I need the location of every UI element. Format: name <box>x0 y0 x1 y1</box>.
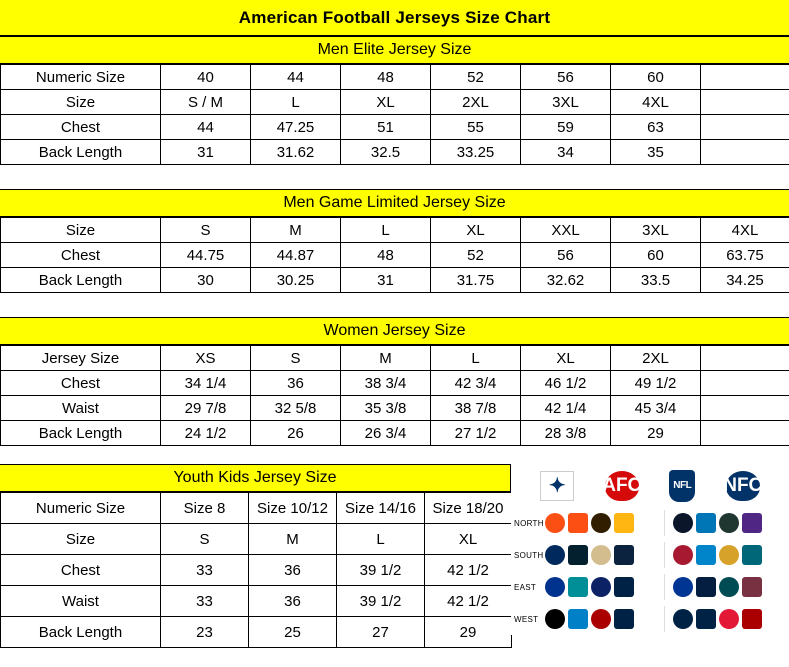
spacer <box>0 293 789 317</box>
cell: Size 10/12 <box>249 493 337 524</box>
section-title: Women Jersey Size <box>323 322 466 339</box>
row-label: Waist <box>1 586 161 617</box>
table-row <box>1 396 789 421</box>
conference-logos-row <box>511 464 789 507</box>
team-logo-icon <box>673 545 693 565</box>
cell: 31.75 <box>431 268 521 293</box>
team-logo-icon <box>568 545 588 565</box>
table-row <box>1 524 512 555</box>
cell: 42 1/4 <box>521 396 611 421</box>
table-row <box>1 115 789 140</box>
row-label: Back Length <box>1 268 161 293</box>
cell: 44.87 <box>251 243 341 268</box>
team-logo-icon <box>614 609 634 629</box>
table-row <box>1 65 789 90</box>
page-title: American Football Jerseys Size Chart <box>238 7 551 27</box>
team-logo-icon <box>696 545 716 565</box>
table-men-elite <box>0 64 789 165</box>
cell: 39 1/2 <box>337 586 425 617</box>
cell: 47.25 <box>251 115 341 140</box>
cell: 55 <box>431 115 521 140</box>
nfc-south-teams <box>673 545 789 565</box>
cell: 30 <box>161 268 251 293</box>
team-logo-icon <box>614 513 634 533</box>
division-label: NORTH <box>514 518 544 528</box>
cell: 33.5 <box>611 268 701 293</box>
table-row <box>1 586 512 617</box>
spacer <box>0 165 789 189</box>
nfc-north-teams <box>673 513 789 533</box>
table-row <box>1 371 789 396</box>
cell: Size 14/16 <box>337 493 425 524</box>
cell: 63.75 <box>701 243 789 268</box>
cell: 4XL <box>701 218 789 243</box>
team-logo-icon <box>742 609 762 629</box>
cell: Size 8 <box>161 493 249 524</box>
team-logo-icon <box>742 545 762 565</box>
cell: S <box>251 346 341 371</box>
cell: 28 3/8 <box>521 421 611 446</box>
team-logo-icon <box>591 577 611 597</box>
team-logo-icon <box>673 609 693 629</box>
cell: 32.62 <box>521 268 611 293</box>
cell: 26 <box>251 421 341 446</box>
cell: M <box>341 346 431 371</box>
team-logo-icon <box>719 609 739 629</box>
cell: 29 <box>425 617 512 648</box>
cell: 42 1/2 <box>425 555 512 586</box>
cell: 2XL <box>611 346 701 371</box>
cell: S / M <box>161 90 251 115</box>
section-header-men-elite <box>0 36 789 64</box>
youth-section <box>0 464 789 648</box>
cell: 49 1/2 <box>611 371 701 396</box>
afc-north-teams <box>545 513 662 533</box>
cell: 36 <box>249 555 337 586</box>
cell: 48 <box>341 243 431 268</box>
cell: 36 <box>251 371 341 396</box>
row-label: Numeric Size <box>1 493 161 524</box>
cell-empty <box>701 115 789 140</box>
team-logo-icon <box>719 513 739 533</box>
cell: 56 <box>521 65 611 90</box>
nfc-logo-icon: NFC <box>726 471 760 501</box>
cell: 29 <box>611 421 701 446</box>
cell: 44 <box>251 65 341 90</box>
division-label: SOUTH <box>514 550 544 560</box>
row-label: Jersey Size <box>1 346 161 371</box>
team-logo-icon <box>742 513 762 533</box>
cell: 27 <box>337 617 425 648</box>
afc-logo-icon: AFC <box>605 471 639 501</box>
cell: 44 <box>161 115 251 140</box>
cell: 4XL <box>611 90 701 115</box>
cell: S <box>161 524 249 555</box>
row-label: Size <box>1 90 161 115</box>
team-logo-icon <box>545 545 565 565</box>
table-row <box>1 218 789 243</box>
cell: 40 <box>161 65 251 90</box>
cell: XL <box>431 218 521 243</box>
division-row-south <box>511 539 789 571</box>
cell: S <box>161 218 251 243</box>
team-logo-icon <box>719 545 739 565</box>
section-header-men-game-limited <box>0 189 789 217</box>
cell: 34 <box>521 140 611 165</box>
division-grid <box>511 507 789 635</box>
cell: 26 3/4 <box>341 421 431 446</box>
team-logo-icon <box>614 577 634 597</box>
cell: 25 <box>249 617 337 648</box>
spacer <box>0 446 789 464</box>
cell: 33 <box>161 586 249 617</box>
divider <box>664 606 665 632</box>
afc-west-teams <box>545 609 662 629</box>
cell: XXL <box>521 218 611 243</box>
row-label: Chest <box>1 555 161 586</box>
cell: XS <box>161 346 251 371</box>
divider <box>664 574 665 600</box>
cell: 32 5/8 <box>251 396 341 421</box>
team-logo-icon <box>719 577 739 597</box>
cell: 3XL <box>521 90 611 115</box>
team-logo-icon <box>591 545 611 565</box>
row-label: Back Length <box>1 617 161 648</box>
team-logo-icon <box>673 577 693 597</box>
table-row <box>1 346 789 371</box>
row-label: Waist <box>1 396 161 421</box>
division-label: EAST <box>514 582 537 592</box>
cell: 29 7/8 <box>161 396 251 421</box>
cell: 60 <box>611 65 701 90</box>
division-row-east <box>511 571 789 603</box>
cell: 51 <box>341 115 431 140</box>
cell-empty <box>701 371 789 396</box>
star-logo-icon: ✦ <box>540 471 574 501</box>
table-men-game-limited <box>0 217 789 293</box>
afc-east-teams <box>545 577 662 597</box>
table-row <box>1 140 789 165</box>
afc-south-teams <box>545 545 662 565</box>
team-logo-icon <box>696 609 716 629</box>
table-row <box>1 243 789 268</box>
division-row-west <box>511 603 789 635</box>
cell: XL <box>341 90 431 115</box>
cell: 33 <box>161 555 249 586</box>
cell: XL <box>425 524 512 555</box>
nfc-west-teams <box>673 609 789 629</box>
team-logo-icon <box>568 513 588 533</box>
table-youth <box>0 492 512 648</box>
row-label: Back Length <box>1 421 161 446</box>
cell: L <box>341 218 431 243</box>
table-row <box>1 421 789 446</box>
cell: 34.25 <box>701 268 789 293</box>
cell: 52 <box>431 65 521 90</box>
nfc-east-teams <box>673 577 789 597</box>
cell: L <box>251 90 341 115</box>
team-logo-icon <box>742 577 762 597</box>
cell-empty <box>701 140 789 165</box>
team-logo-icon <box>545 577 565 597</box>
team-logo-icon <box>568 609 588 629</box>
cell: 38 7/8 <box>431 396 521 421</box>
cell: 2XL <box>431 90 521 115</box>
cell: L <box>337 524 425 555</box>
cell: 30.25 <box>251 268 341 293</box>
table-row <box>1 617 512 648</box>
cell: 34 1/4 <box>161 371 251 396</box>
cell: 52 <box>431 243 521 268</box>
team-logo-icon <box>673 513 693 533</box>
team-logo-icon <box>696 513 716 533</box>
row-label: Size <box>1 218 161 243</box>
team-logo-icon <box>591 513 611 533</box>
chart-title-bar <box>0 0 789 36</box>
section-title: Youth Kids Jersey Size <box>173 469 337 486</box>
section-header-women <box>0 317 789 345</box>
team-logo-icon <box>614 545 634 565</box>
cell: 39 1/2 <box>337 555 425 586</box>
row-label: Size <box>1 524 161 555</box>
team-logo-icon <box>545 513 565 533</box>
cell: 45 3/4 <box>611 396 701 421</box>
nfl-logo-panel <box>511 464 789 635</box>
cell: 56 <box>521 243 611 268</box>
cell: 42 1/2 <box>425 586 512 617</box>
cell: 42 3/4 <box>431 371 521 396</box>
cell: 46 1/2 <box>521 371 611 396</box>
cell: 3XL <box>611 218 701 243</box>
team-logo-icon <box>696 577 716 597</box>
division-row-north <box>511 507 789 539</box>
section-title: Men Game Limited Jersey Size <box>283 194 506 211</box>
cell: 36 <box>249 586 337 617</box>
cell: M <box>251 218 341 243</box>
cell: 31 <box>341 268 431 293</box>
table-row <box>1 90 789 115</box>
divider <box>664 542 665 568</box>
cell: 38 3/4 <box>341 371 431 396</box>
cell: 33.25 <box>431 140 521 165</box>
cell: L <box>431 346 521 371</box>
cell: 27 1/2 <box>431 421 521 446</box>
cell: 31.62 <box>251 140 341 165</box>
division-label: WEST <box>514 614 539 624</box>
cell: 44.75 <box>161 243 251 268</box>
team-logo-icon <box>591 609 611 629</box>
cell-empty <box>701 421 789 446</box>
cell-empty <box>701 346 789 371</box>
table-row <box>1 493 512 524</box>
cell-empty <box>701 396 789 421</box>
cell-empty <box>701 90 789 115</box>
row-label: Numeric Size <box>1 65 161 90</box>
team-logo-icon <box>568 577 588 597</box>
cell: 24 1/2 <box>161 421 251 446</box>
cell: XL <box>521 346 611 371</box>
row-label: Back Length <box>1 140 161 165</box>
divider <box>664 510 665 536</box>
team-logo-icon <box>545 609 565 629</box>
cell: Size 18/20 <box>425 493 512 524</box>
nfl-logo-icon: NFL <box>669 470 695 502</box>
cell: 63 <box>611 115 701 140</box>
row-label: Chest <box>1 115 161 140</box>
cell: 48 <box>341 65 431 90</box>
table-row <box>1 555 512 586</box>
row-label: Chest <box>1 243 161 268</box>
cell: 23 <box>161 617 249 648</box>
cell: M <box>249 524 337 555</box>
cell: 59 <box>521 115 611 140</box>
row-label: Chest <box>1 371 161 396</box>
cell: 60 <box>611 243 701 268</box>
section-title: Men Elite Jersey Size <box>317 41 472 58</box>
cell: 32.5 <box>341 140 431 165</box>
section-header-youth <box>0 464 511 492</box>
table-women <box>0 345 789 446</box>
table-row <box>1 268 789 293</box>
cell: 31 <box>161 140 251 165</box>
cell-empty <box>701 65 789 90</box>
cell: 35 3/8 <box>341 396 431 421</box>
cell: 35 <box>611 140 701 165</box>
